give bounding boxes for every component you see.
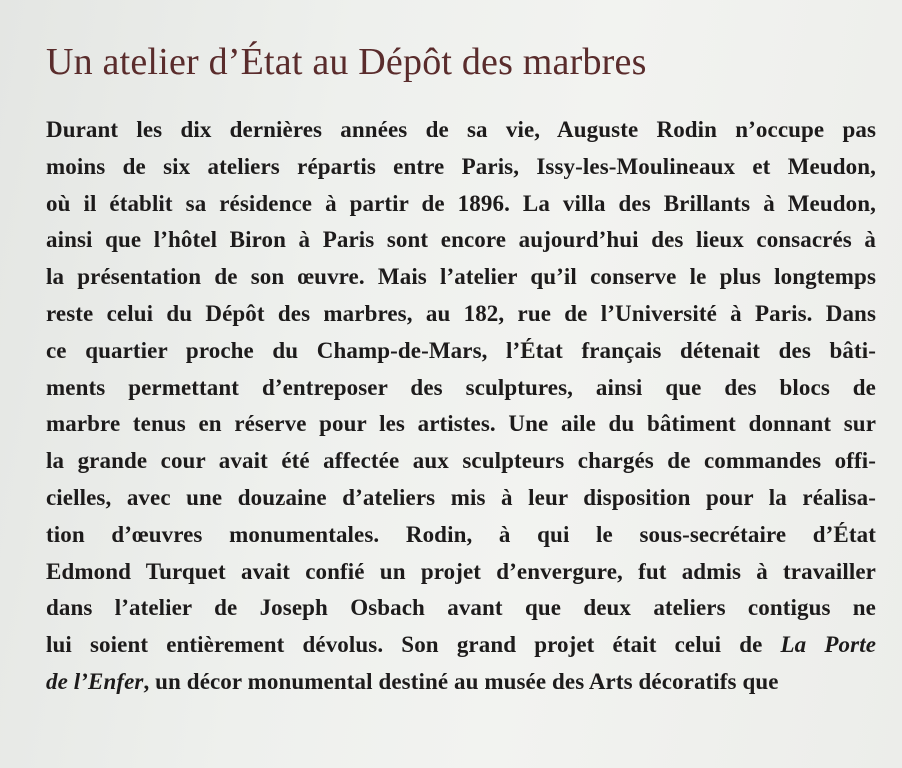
text-line: cielles, avec une douzaine d’ateliers mis à leur disposition pour la réalisa-: [46, 484, 876, 510]
artwork-title-italic: de l’Enfer: [46, 668, 144, 694]
section-heading: Un atelier d’État au Dépôt des marbres: [46, 41, 647, 83]
text-line: Edmond Turquet avait confié un projet d’envergure, fut admis à travailler: [46, 558, 876, 584]
body-paragraph: [46, 112, 876, 701]
text-line: ce quartier proche du Champ-de-Mars, l’État français détenait des bâti-: [46, 337, 876, 363]
artwork-title-italic: La Porte: [780, 632, 876, 658]
text-fragment: , un décor monumental destiné au musée des Arts décoratifs que: [143, 668, 779, 694]
text-fragment: lui soient entièrement dévolus. Son grand projet était celui de: [46, 632, 781, 658]
text-line: la présentation de son œuvre. Mais l’atelier qu’il conserve le plus longtemps: [46, 264, 876, 290]
text-line: [46, 627, 876, 664]
text-line: tion d’œuvres monumentales. Rodin, à qui le sous-secrétaire d’État: [46, 521, 876, 547]
text-line: moins de six ateliers répartis entre Paris, Issy-les-Moulineaux et Meudon,: [46, 153, 876, 179]
text-line: dans l’atelier de Joseph Osbach avant que deux ateliers contigus ne: [46, 595, 876, 621]
text-line: reste celui du Dépôt des marbres, au 182, rue de l’Université à Paris. Dans: [46, 300, 876, 326]
text-line: [46, 664, 876, 701]
text-line: ments permettant d’entreposer des sculptures, ainsi que des blocs de: [46, 374, 876, 400]
text-line: où il établit sa résidence à partir de 1896. La villa des Brillants à Meudon,: [46, 190, 876, 216]
text-line: ainsi que l’hôtel Biron à Paris sont encore aujourd’hui des lieux consacrés à: [46, 227, 876, 253]
text-line: Durant les dix dernières années de sa vie, Auguste Rodin n’occupe pas: [46, 117, 876, 142]
text-line: la grande cour avait été affectée aux sculpteurs chargés de commandes offi-: [46, 448, 876, 474]
text-line: marbre tenus en réserve pour les artistes. Une aile du bâtiment donnant sur: [46, 411, 876, 437]
